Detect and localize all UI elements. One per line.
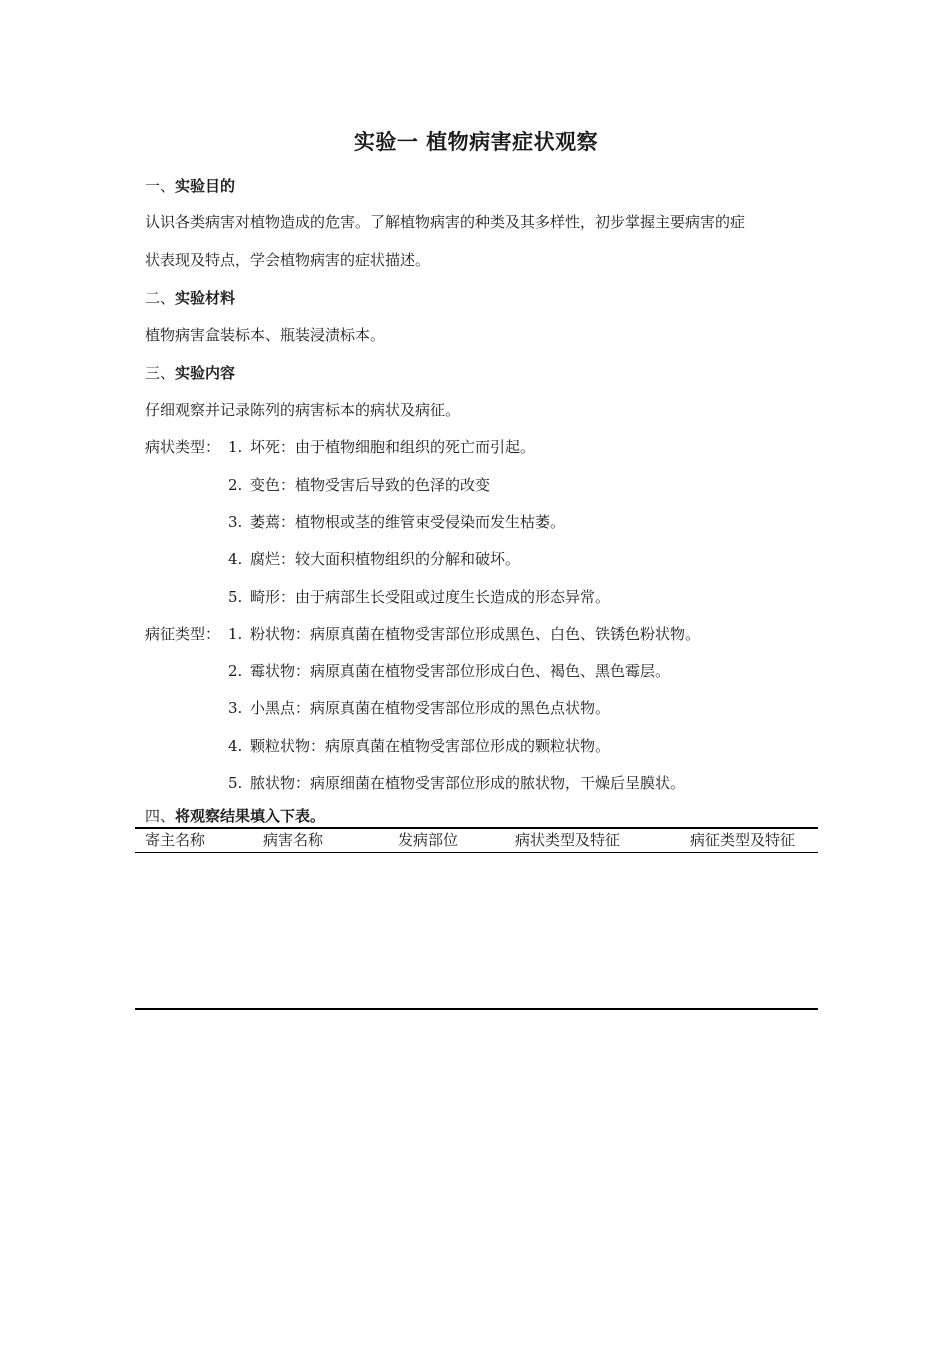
list-number: 3. [228, 513, 243, 531]
list-item [228, 437, 535, 457]
list-item [228, 661, 670, 681]
list-text: 腐烂：较大面积植物组织的分解和破坏。 [250, 550, 521, 568]
list-text: 萎蔫：植物根或茎的维管束受侵染而发生枯萎。 [250, 513, 566, 531]
table-bottom-rule [135, 1008, 818, 1010]
list-text: 粉状物：病原真菌在植物受害部位形成黑色、白色、铁锈色粉状物。 [250, 625, 701, 643]
section-label: 实验目的 [175, 177, 236, 195]
list-text: 小黑点：病原真菌在植物受害部位形成的黑色点状物。 [250, 699, 611, 717]
table-header-disease: 病害名称 [263, 831, 324, 849]
list-number: 2. [228, 476, 243, 494]
page-title: 实验一 植物病害症状观察 [353, 129, 599, 154]
table-header-site: 发病部位 [398, 831, 459, 849]
section-number: 三、 [145, 364, 176, 382]
list-text: 霉状物：病原真菌在植物受害部位形成白色、褐色、黑色霉层。 [250, 662, 671, 680]
table-header-symptom: 病状类型及特征 [515, 831, 621, 849]
table-top-rule [135, 827, 818, 829]
section-heading-record [145, 806, 325, 826]
section-number: 四、 [145, 807, 176, 825]
paragraph-line: 仔细观察并记录陈列的病害标本的病状及病征。 [145, 401, 461, 419]
sign-type-label: 病征类型： [145, 625, 221, 643]
list-item [228, 736, 610, 756]
section-number: 一、 [145, 177, 176, 195]
section-label: 实验内容 [175, 364, 236, 382]
paragraph-line: 认识各类病害对植物造成的危害。了解植物病害的种类及其多样性，初步掌握主要病害的症 [145, 213, 746, 231]
list-text: 颗粒状物：病原真菌在植物受害部位形成的颗粒状物。 [250, 737, 611, 755]
list-item [228, 549, 520, 569]
list-item [228, 624, 700, 644]
paragraph-line: 植物病害盒装标本、瓶装浸渍标本。 [145, 326, 386, 344]
paragraph-line: 状表现及特点，学会植物病害的症状描述。 [145, 251, 431, 269]
list-text: 坏死：由于植物细胞和组织的死亡而引起。 [250, 438, 536, 456]
list-number: 1. [228, 438, 243, 456]
list-number: 4. [228, 737, 243, 755]
list-number: 3. [228, 699, 243, 717]
list-text: 变色：植物受害后导致的色泽的改变 [250, 476, 491, 494]
list-item [228, 512, 565, 532]
list-item [228, 773, 685, 793]
list-number: 4. [228, 550, 243, 568]
section-number: 二、 [145, 289, 176, 307]
table-header-sign: 病征类型及特征 [690, 831, 796, 849]
list-number: 2. [228, 662, 243, 680]
list-item [228, 698, 610, 718]
list-item [228, 475, 490, 495]
section-heading-purpose [145, 176, 235, 196]
section-heading-materials [145, 288, 235, 308]
table-header-rule [135, 852, 818, 853]
table-header-host: 寄主名称 [145, 831, 206, 849]
list-number: 5. [228, 774, 243, 792]
list-text: 畸形：由于病部生长受阻或过度生长造成的形态异常。 [250, 588, 611, 606]
list-number: 1. [228, 625, 243, 643]
list-item [228, 587, 610, 607]
symptom-type-label: 病状类型： [145, 438, 221, 456]
section-label: 实验材料 [175, 289, 236, 307]
list-number: 5. [228, 588, 243, 606]
section-label: 将观察结果填入下表。 [175, 807, 326, 825]
section-heading-content [145, 363, 235, 383]
list-text: 脓状物：病原细菌在植物受害部位形成的脓状物，干燥后呈膜状。 [250, 774, 686, 792]
